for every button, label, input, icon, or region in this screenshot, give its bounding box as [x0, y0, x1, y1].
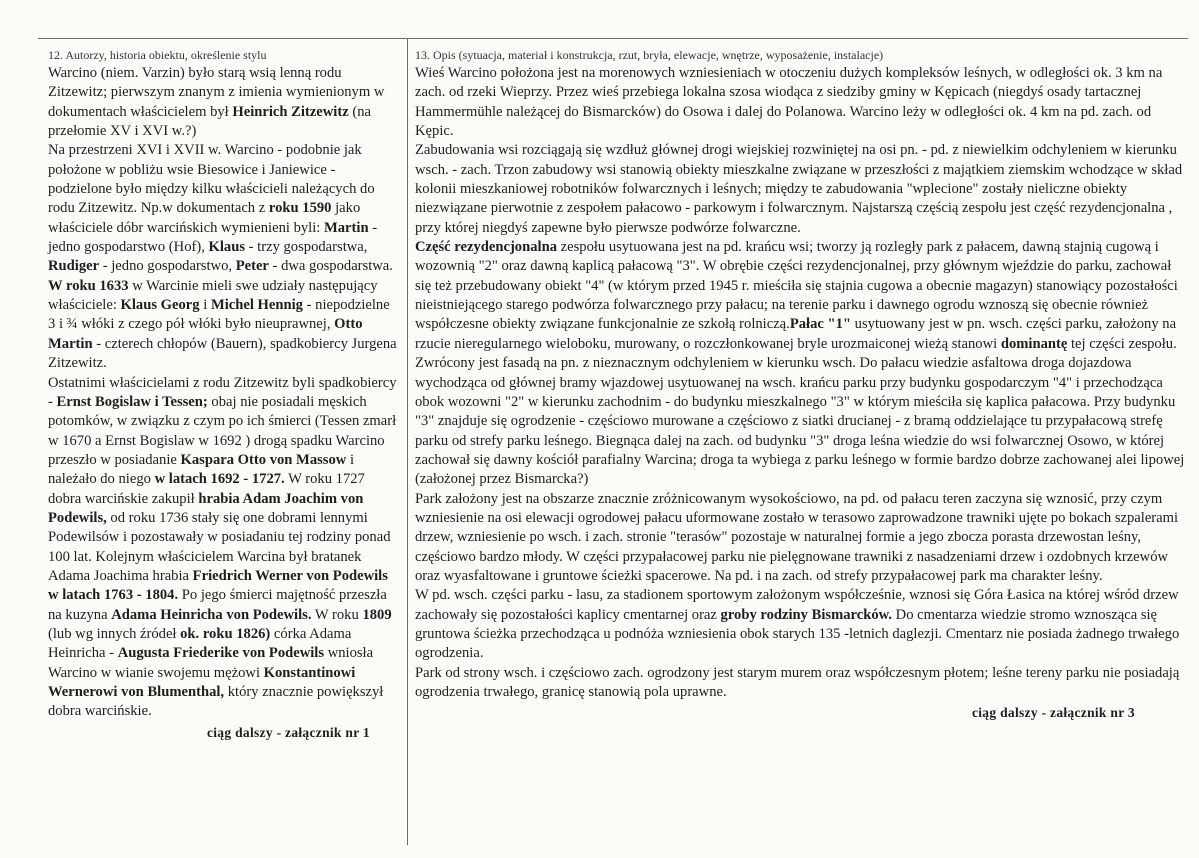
column-divider: [407, 39, 408, 845]
history-text: [48, 64, 400, 722]
history-emphasis: hrabia Adam Joachim von Podewils,: [48, 490, 364, 526]
description-emphasis: groby rodziny Bismarcków.: [720, 606, 893, 623]
document-page: [38, 38, 1188, 849]
history-emphasis: Rudiger: [48, 258, 100, 275]
history-paragraph: Warcino (niem. Varzin) było starą wsią lenną rodu Zitzewitz; pierwszym znanym z imienia wymienionym w dokumentach właścicielem był Heinrich Zitzewitz (na przełomie XV i XVI w.?): [48, 65, 385, 140]
history-emphasis: Otto Martin: [48, 316, 363, 352]
history-emphasis: w latach 1692 - 1727.: [154, 471, 285, 488]
history-emphasis: Klaus: [208, 239, 246, 256]
history-emphasis: Ernst Bogislaw i Tessen;: [56, 393, 208, 410]
history-emphasis: Adama Heinricha von Podewils.: [111, 606, 312, 623]
description-emphasis: dominantę: [1000, 335, 1068, 352]
history-emphasis: Klaus Georg: [120, 297, 200, 314]
description-text: [415, 64, 1185, 702]
description-section-header: 13. Opis (sytuacja, materiał i konstrukcja, rzut, bryła, elewacje, wnętrze, wyposażenie, instalacje): [415, 48, 884, 62]
history-emphasis: Konstantinowi Wernerowi von Blumenthal,: [48, 664, 356, 700]
history-emphasis: 1809: [362, 606, 392, 623]
history-section-header: 12. Autorzy, historia obiektu, określenie stylu: [48, 48, 267, 62]
description-continuation-note: ciąg dalszy - załącznik nr 3: [971, 705, 1135, 721]
description-paragraph: W pd. wsch. części parku - lasu, za stadionem sportowym założonym współcześnie, wznosi się Góra Łasica na której wśród drzew zachowały się pozostałości kaplicy cmentarnej oraz groby rodziny Bismarcków. Do cmentarza wiedzie stromo wznosząca się gruntowa ścieżka przechodząca u podnóża wzniesienia obok starych 135 -letnich daglezji. Cmentarz nie posiada żadnego trwałego ogrodzenia.: [415, 587, 1180, 662]
description-paragraph: Park od strony wsch. i częściowo zach. ogrodzony jest starym murem oraz współczesnym płotem; leśne tereny parku nie posiadają ogrodzenia trwałego, granicę stanowią pola uprawne.: [415, 664, 1180, 700]
description-emphasis: Pałac "1": [789, 316, 852, 333]
history-column: [48, 39, 400, 741]
description-paragraph: Część rezydencjonalna zespołu usytuowana jest na pd. krańcu wsi; tworzy ją rozległy park z pałacem, dawną stajnią cugową i wozownią "2" oraz dawną kaplicą pałacową "3". W obrębie części rezydencjonalnej, przy głównym wjeździe do parku, zachował się też przebudowany obiekt "4" (w którym przed 1945 r. mieściła się stajnia cugowa a obecnie magazyn) stanowiący pozostałości nieistniejącego starego podwórza folwarcznego przy pałacu; na terenie parku i dawnego ogrodu wznoszą się obecnie również współczesne obiekty związane funkcjonalnie ze szkołą rolniczą.Pałac "1" usytuowany jest w pn. wsch. części parku, założony na rzucie nieregularnego wieloboku, murowany, o rozczłonkowanej bryle urozmaiconej wieżą stanowi dominantę tej części zespołu. Zwrócony jest fasadą na pn. z nieznacznym odchyleniem w kierunku wsch. Do pałacu wiedzie asfaltowa droga dojazdowa wychodząca od głównej bramy wjazdowej usytuowanej na wsch. krańcu parku przy budynku gospodarczym "4" i przechodząca obok wozowni "2" w kierunku zachodnim - do budynku mieszkalnego "3" w którym mieściła się kaplica pałacowa. Przy budynku "3" znajduje się ogrodzenie - częściowo murowane a częściowo z siatki drucianej - z bramą oddzielające tu przypałacową strefę parku od strefy parku leśnego. Biegnąca dalej na zach. od budynku "3" droga leśna wiedzie do wsi folwarcznej Osowo, w której zachował się dawny kościół parafialny Warcina; droga ta wybiega z parku leśnego w formie bardzo dobrze zachowanej alei lipowej (założonej przez Bismarcka?): [415, 239, 1185, 488]
history-emphasis: W roku 1633: [48, 277, 129, 294]
history-emphasis: Kaspara Otto von Massow: [180, 451, 347, 468]
history-emphasis: roku 1590: [268, 200, 332, 217]
description-paragraph: Wieś Warcino położona jest na morenowych wzniesieniach w otoczeniu dużych kompleksów leśnych, w odległości ok. 3 km na zach. od rzeki Wieprzy. Przez wieś przebiega lokalna szosa wiodąca z siedziby gminy w Kępicach (niegdyś osady tartacznej Hammermühle należącej do Bismarcków) do Osowa i dalej do Polanowa. Warcino leży w odległości ok. 4 km na pd. zach. od Kępic.: [415, 65, 1163, 140]
history-emphasis: Heinrich Zitzewitz: [232, 103, 349, 120]
description-emphasis: Część rezydencjonalna: [415, 239, 557, 256]
history-continuation-note: ciąg dalszy - załącznik nr 1: [206, 724, 370, 740]
history-emphasis: Peter: [235, 258, 269, 275]
history-paragraph: W roku 1633 w Warcinie mieli swe udziały następujący właściciele: Klaus Georg i Michel Hennig - niepodzielne 3 i ¾ włóki z czego pół włóki było nieuprawnej, Otto Martin - czterech chłopów (Bauern), spadkobiercy Jurgena Zitzewitz.: [48, 277, 397, 372]
history-paragraph: Na przestrzeni XVI i XVII w. Warcino - podobnie jak położone w pobliżu wsie Biesowice i Janiewice - podzielone było między kilku właścicieli należących do rodu Zitzewitz. Np.w dokumentach z roku 1590 jako właściciele dóbr warcińskich wymienieni byli: Martin - jedno gospodarstwo (Hof), Klaus - trzy gospodarstwa, Rudiger - jedno gospodarstwo, Peter - dwa gospodarstwa.: [48, 142, 393, 275]
history-emphasis: ok. roku 1826): [180, 625, 271, 642]
history-emphasis: Michel Hennig: [210, 297, 303, 314]
history-emphasis: Martin: [323, 219, 369, 236]
description-column: [415, 39, 1185, 721]
history-emphasis: Friedrich Werner von Podewils w latach 1763 - 1804.: [48, 567, 388, 604]
description-paragraph: Zabudowania wsi rozciągają się wzdłuż głównej drogi wiejskiej rozwiniętej na osi pn. - pd. z niewielkim odchyleniem w kierunku wsch. - zach. Trzon zabudowy wsi stanowią obiekty mieszkalne związane w przeszłości z majątkiem ziemskim wchodzące w skład kolonii mieszkaniowej robotników folwarcznych i leśnych; między te zabudowania "wplecione" zostały nieliczne obiekty niezwiązane pierwotnie z zespołem pałacowo - parkowym i folwarcznym. Najstarszą częścią zespołu jest część rezydencjonalna , przy której niegdyś zapewne było pierwsze podwórze folwarczne.: [415, 142, 1183, 236]
description-paragraph: Park założony jest na obszarze znacznie zróżnicowanym wysokościowo, na pd. od pałacu teren zaczyna się wznosić, przy czym wzniesienie na osi elewacji ogrodowej pałacu uformowane zostało w terasowo zaprowadzone trawniki ujęte po bokach szpalerami drzew, wzniesienie po wsch. i zach. stronie "terasów" pozostaje w naturalnej formie a jego zbocza porasta drzewostan leśny, częściowo bardzo młody. W części przypałacowej parku nie pielęgnowane trawniki z nasadzeniami drzew i ozdobnych krzewów oraz wyasfaltowane i gruntowe ścieżki spacerowe. Na pd. i na zach. od strefy przypałacowej park ma charakter leśny.: [415, 490, 1179, 584]
history-emphasis: Augusta Friederike von Podewils: [117, 645, 325, 662]
history-paragraph: Ostatnimi właścicielami z rodu Zitzewitz byli spadkobiercy - Ernst Bogislaw i Tessen; obaj nie posiadali męskich potomków, w związku z czym po ich śmierci (Tessen zmarł w 1670 a Ernst Bogislaw w 1692 ) drogą spadku Warcino przeszło w posiadanie Kaspara Otto von Massow i należało do niego w latach 1692 - 1727. W roku 1727 dobra warcińskie zakupił hrabia Adam Joachim von Podewils, od roku 1736 stały się one dobrami lennymi Podewilsów i pozostawały w posiadaniu tej rodziny ponad 100 lat. Kolejnym właścicielem Warcina był bratanek Adama Joachima hrabia Friedrich Werner von Podewils w latach 1763 - 1804. Po jego śmierci majętność przeszła na kuzyna Adama Heinricha von Podewils. W roku 1809 (lub wg innych źródeł ok. roku 1826) córka Adama Heinricha - Augusta Friederike von Podewils wniosła Warcino w wianie swojemu mężowi Konstantinowi Wernerowi von Blumenthal, który znacznie powiększył dobra warcińskie.: [48, 374, 397, 720]
